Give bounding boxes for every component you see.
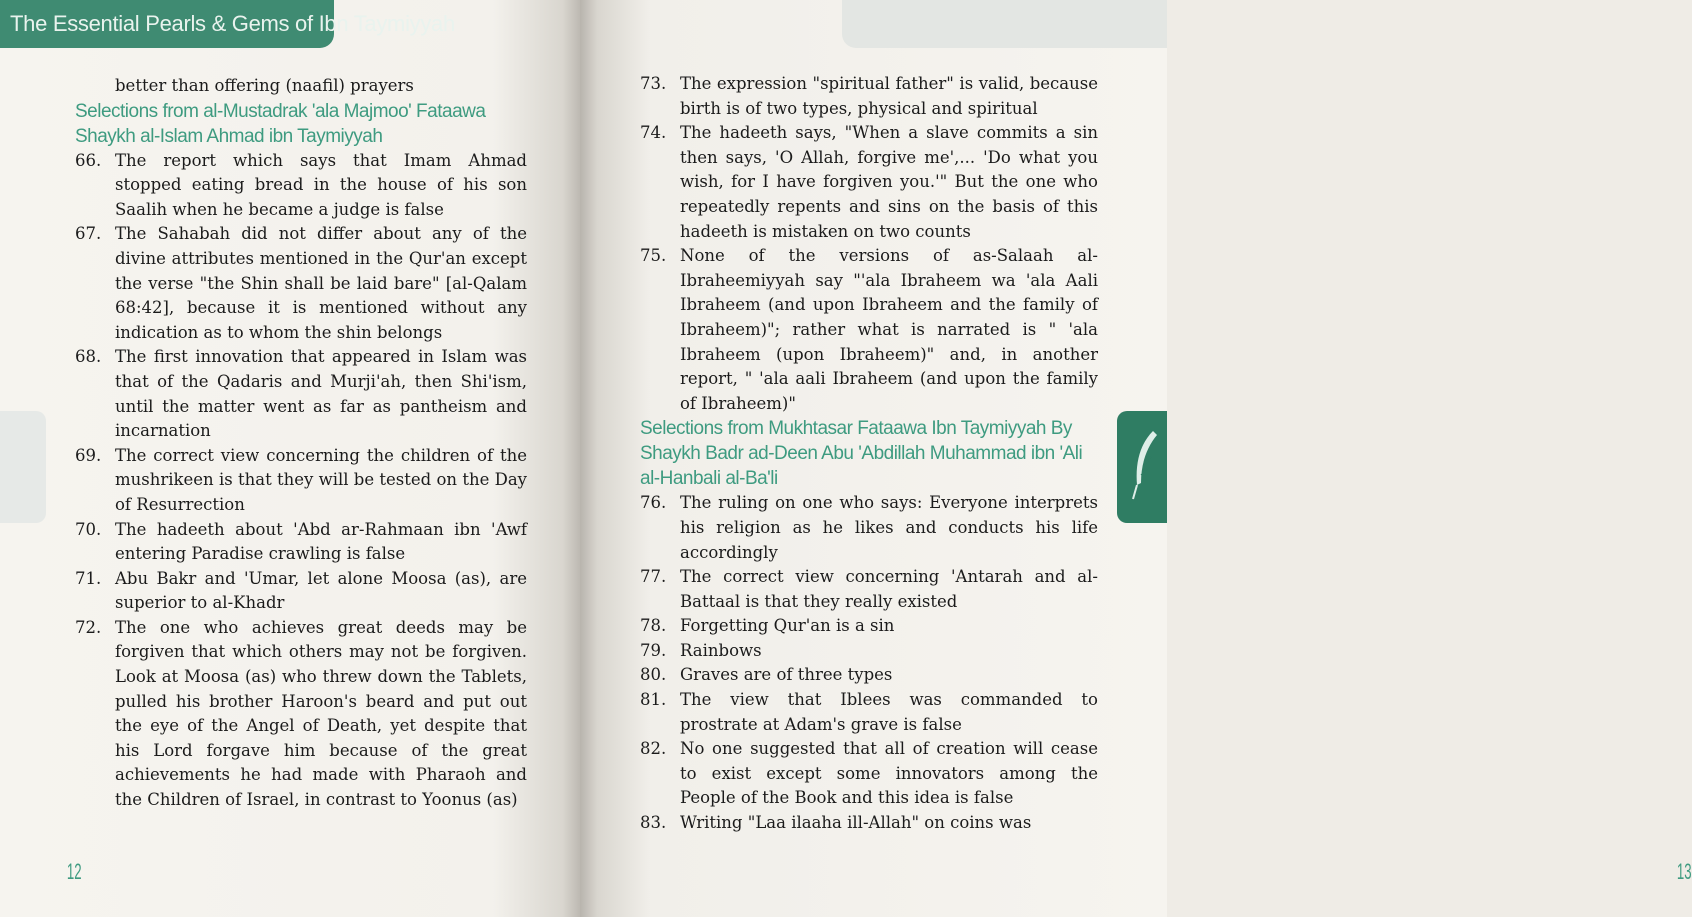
item-text: The report which says that Imam Ahmad stopped eating bread in the house of his son Saalih when he became a judge is false bbox=[115, 150, 527, 219]
item-number: 68. bbox=[75, 347, 102, 367]
list-item bbox=[75, 444, 527, 518]
right-item-list-a bbox=[640, 72, 1098, 416]
item-number: 81. bbox=[640, 690, 667, 710]
list-item bbox=[75, 222, 527, 345]
right-page-text bbox=[640, 72, 1098, 836]
list-item bbox=[640, 121, 1098, 244]
item-text: Forgetting Qur'an is a sin bbox=[680, 616, 895, 636]
page-number: 12 bbox=[66, 859, 82, 884]
item-text: Abu Bakr and 'Umar, let alone Moosa (as), are superior to al-Khadr bbox=[115, 568, 527, 613]
quill-icon bbox=[1123, 427, 1163, 505]
item-text: The one who achieves great deeds may be forgiven that which others may not be forgiven. Look at Moosa (as) who threw down the Tablets, pulled his brother Haroon's beard and put out the eye of the Angel of Death, yet despite that his Lord forgave him because of the great achievements he had made with Pharaoh and the Children of Israel, in contrast to Yoonus (as) bbox=[115, 617, 527, 810]
item-number: 69. bbox=[75, 445, 102, 465]
item-text: None of the versions of as-Salaah al-Ibraheemiyyah say "'ala Ibraheem wa 'ala Aali Ibraheem (and upon Ibraheem and the family of Ibraheem)"; rather what is narrated is " 'ala Ibraheem (upon Ibraheem)" and, in another report, " 'ala aali Ibraheem (and upon the family of Ibraheem)" bbox=[680, 246, 1098, 413]
item-text: The first innovation that appeared in Islam was that of the Qadaris and Murji'ah, then Shi'ism, until the matter went as far as pantheism and incarnation bbox=[115, 347, 527, 441]
list-item bbox=[640, 688, 1098, 737]
list-item bbox=[640, 491, 1098, 565]
left-page bbox=[0, 0, 580, 917]
list-item bbox=[640, 639, 1098, 664]
item-number: 74. bbox=[640, 123, 667, 143]
item-text: The hadeeth says, "When a slave commits a sin then says, 'O Allah, forgive me',... 'Do what you wish, for I have forgiven you.'" But the one who repeatedly repents and sins on the basis of this hadeeth is mistaken on two counts bbox=[680, 123, 1098, 241]
right-item-list-b bbox=[640, 491, 1098, 835]
section-heading: Selections from Mukhtasar Fataawa Ibn Taymiyyah By Shaykh Badr ad-Deen Abu 'Abdillah Muhammad ibn 'Ali al-Hanbali al-Ba'li bbox=[640, 418, 1083, 490]
item-text: Graves are of three types bbox=[680, 665, 893, 685]
item-number: 73. bbox=[640, 74, 667, 93]
item-text: The hadeeth about 'Abd ar-Rahmaan ibn 'Awf entering Paradise crawling is false bbox=[115, 519, 527, 564]
running-header-blank bbox=[842, 0, 1167, 48]
item-number: 72. bbox=[75, 617, 102, 637]
running-header: The Essential Pearls & Gems of Ibn Taymiyyah bbox=[0, 0, 334, 48]
item-number: 80. bbox=[640, 665, 667, 685]
item-text: The correct view concerning 'Antarah and al-Battaal is that they really existed bbox=[680, 567, 1098, 611]
list-item bbox=[640, 737, 1098, 811]
item-text: The Sahabah did not differ about any of the divine attributes mentioned in the Qur'an except the verse "the Shin shall be laid bare" [al-Qalam 68:42], because it is mentioned without any indication as to whom the shin belongs bbox=[115, 224, 527, 342]
list-item bbox=[75, 149, 527, 223]
item-number: 70. bbox=[75, 519, 102, 539]
right-page bbox=[580, 0, 1692, 917]
item-text: The ruling on one who says: Everyone interprets his religion as he likes and conducts his life accordingly bbox=[680, 493, 1098, 562]
item-number: 67. bbox=[75, 224, 102, 244]
list-item bbox=[640, 72, 1098, 121]
item-number: 78. bbox=[640, 616, 667, 636]
item-number: 66. bbox=[75, 150, 102, 170]
list-item bbox=[640, 811, 1098, 836]
item-number: 76. bbox=[640, 493, 667, 513]
item-number: 82. bbox=[640, 739, 667, 759]
continued-line: better than offering (naafil) prayers bbox=[115, 76, 414, 95]
item-text: Rainbows bbox=[680, 640, 762, 660]
item-text: No one suggested that all of creation will cease to exist except some innovators among the People of the Book and this idea is false bbox=[680, 739, 1098, 808]
item-number: 79. bbox=[640, 640, 667, 660]
item-number: 83. bbox=[640, 813, 667, 833]
item-text: The expression "spiritual father" is valid, because birth is of two types, physical and spiritual bbox=[680, 74, 1098, 118]
item-number: 75. bbox=[640, 246, 667, 266]
list-item bbox=[75, 345, 527, 443]
list-item bbox=[640, 614, 1098, 639]
list-item bbox=[640, 565, 1098, 614]
item-text: The view that Iblees was commanded to prostrate at Adam's grave is false bbox=[680, 690, 1098, 734]
page-number: 13 bbox=[1676, 859, 1692, 884]
list-item bbox=[640, 244, 1098, 416]
item-number: 71. bbox=[75, 568, 102, 588]
left-page-text bbox=[75, 74, 527, 813]
side-tab bbox=[0, 411, 46, 523]
list-item bbox=[75, 518, 527, 567]
list-item bbox=[640, 663, 1098, 688]
list-item bbox=[75, 567, 527, 616]
left-item-list bbox=[75, 149, 527, 813]
section-heading: Selections from al-Mustadrak 'ala Majmoo' Fataawa Shaykh al-Islam Ahmad ibn Taymiyyah bbox=[75, 100, 486, 147]
list-item bbox=[75, 616, 527, 813]
item-number: 77. bbox=[640, 567, 667, 587]
item-text: The correct view concerning the children of the mushrikeen is that they will be tested on the Day of Resurrection bbox=[115, 445, 527, 514]
side-tab bbox=[1117, 411, 1167, 523]
item-text: Writing "Laa ilaaha ill-Allah" on coins was bbox=[680, 813, 1032, 833]
